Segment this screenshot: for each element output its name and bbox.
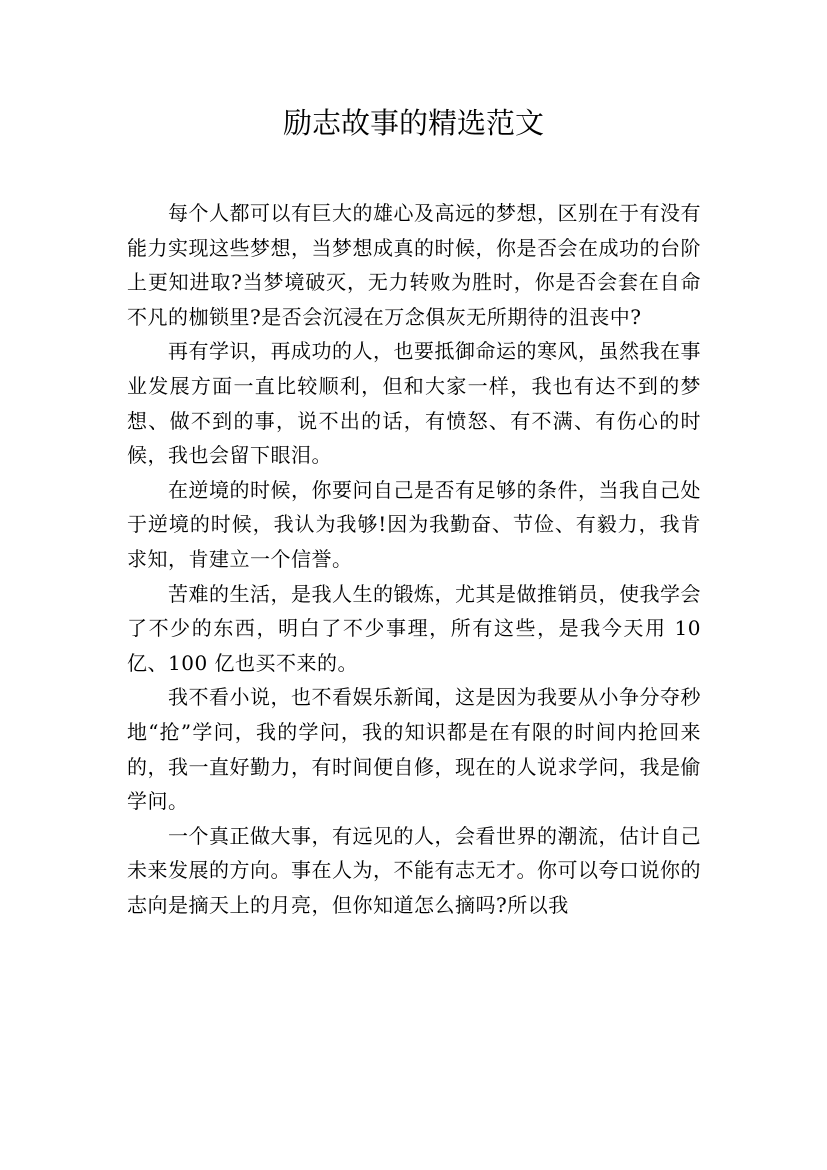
paragraph-2: 再有学识，再成功的人，也要抵御命运的寒风，虽然我在事业发展方面一直比较顺利，但和大家一样，我也有达不到的梦想、做不到的事，说不出的话，有愤怒、有不满、有伤心的时候，我也会留下眼泪。 (127, 339, 701, 468)
document-title: 励志故事的精选范文 (282, 106, 544, 140)
document-body (127, 196, 701, 922)
paragraph-5: 我不看小说，也不看娱乐新闻，这是因为我要从小争分夺秒地“抢”学问，我的学问，我的知识都是在有限的时间内抢回来的，我一直好勤力，有时间便自修，现在的人说求学问，我是偷学问。 (127, 685, 701, 814)
paragraph-1: 每个人都可以有巨大的雄心及高远的梦想，区别在于有没有能力实现这些梦想，当梦想成真的时候，你是否会在成功的台阶上更知进取?当梦境破灭，无力转败为胜时，你是否会套在自命不凡的枷锁里?是否会沉浸在万念俱灰无所期待的沮丧中? (127, 201, 701, 329)
paragraph-4: 苦难的生活，是我人生的锻炼，尤其是做推销员，使我学会了不少的东西，明白了不少事理，所有这些，是我今天用 10 亿、100 亿也买不来的。 (127, 581, 701, 675)
paragraph-6: 一个真正做大事，有远见的人，会看世界的潮流，估计自己未来发展的方向。事在人为，不能有志无才。你可以夸口说你的志向是摘天上的月亮，但你知道怎么摘吗?所以我 (127, 823, 701, 917)
paragraph-3: 在逆境的时候，你要问自己是否有足够的条件，当我自己处于逆境的时候，我认为我够!因为我勤奋、节俭、有毅力，我肯求知，肯建立一个信誉。 (127, 477, 701, 571)
